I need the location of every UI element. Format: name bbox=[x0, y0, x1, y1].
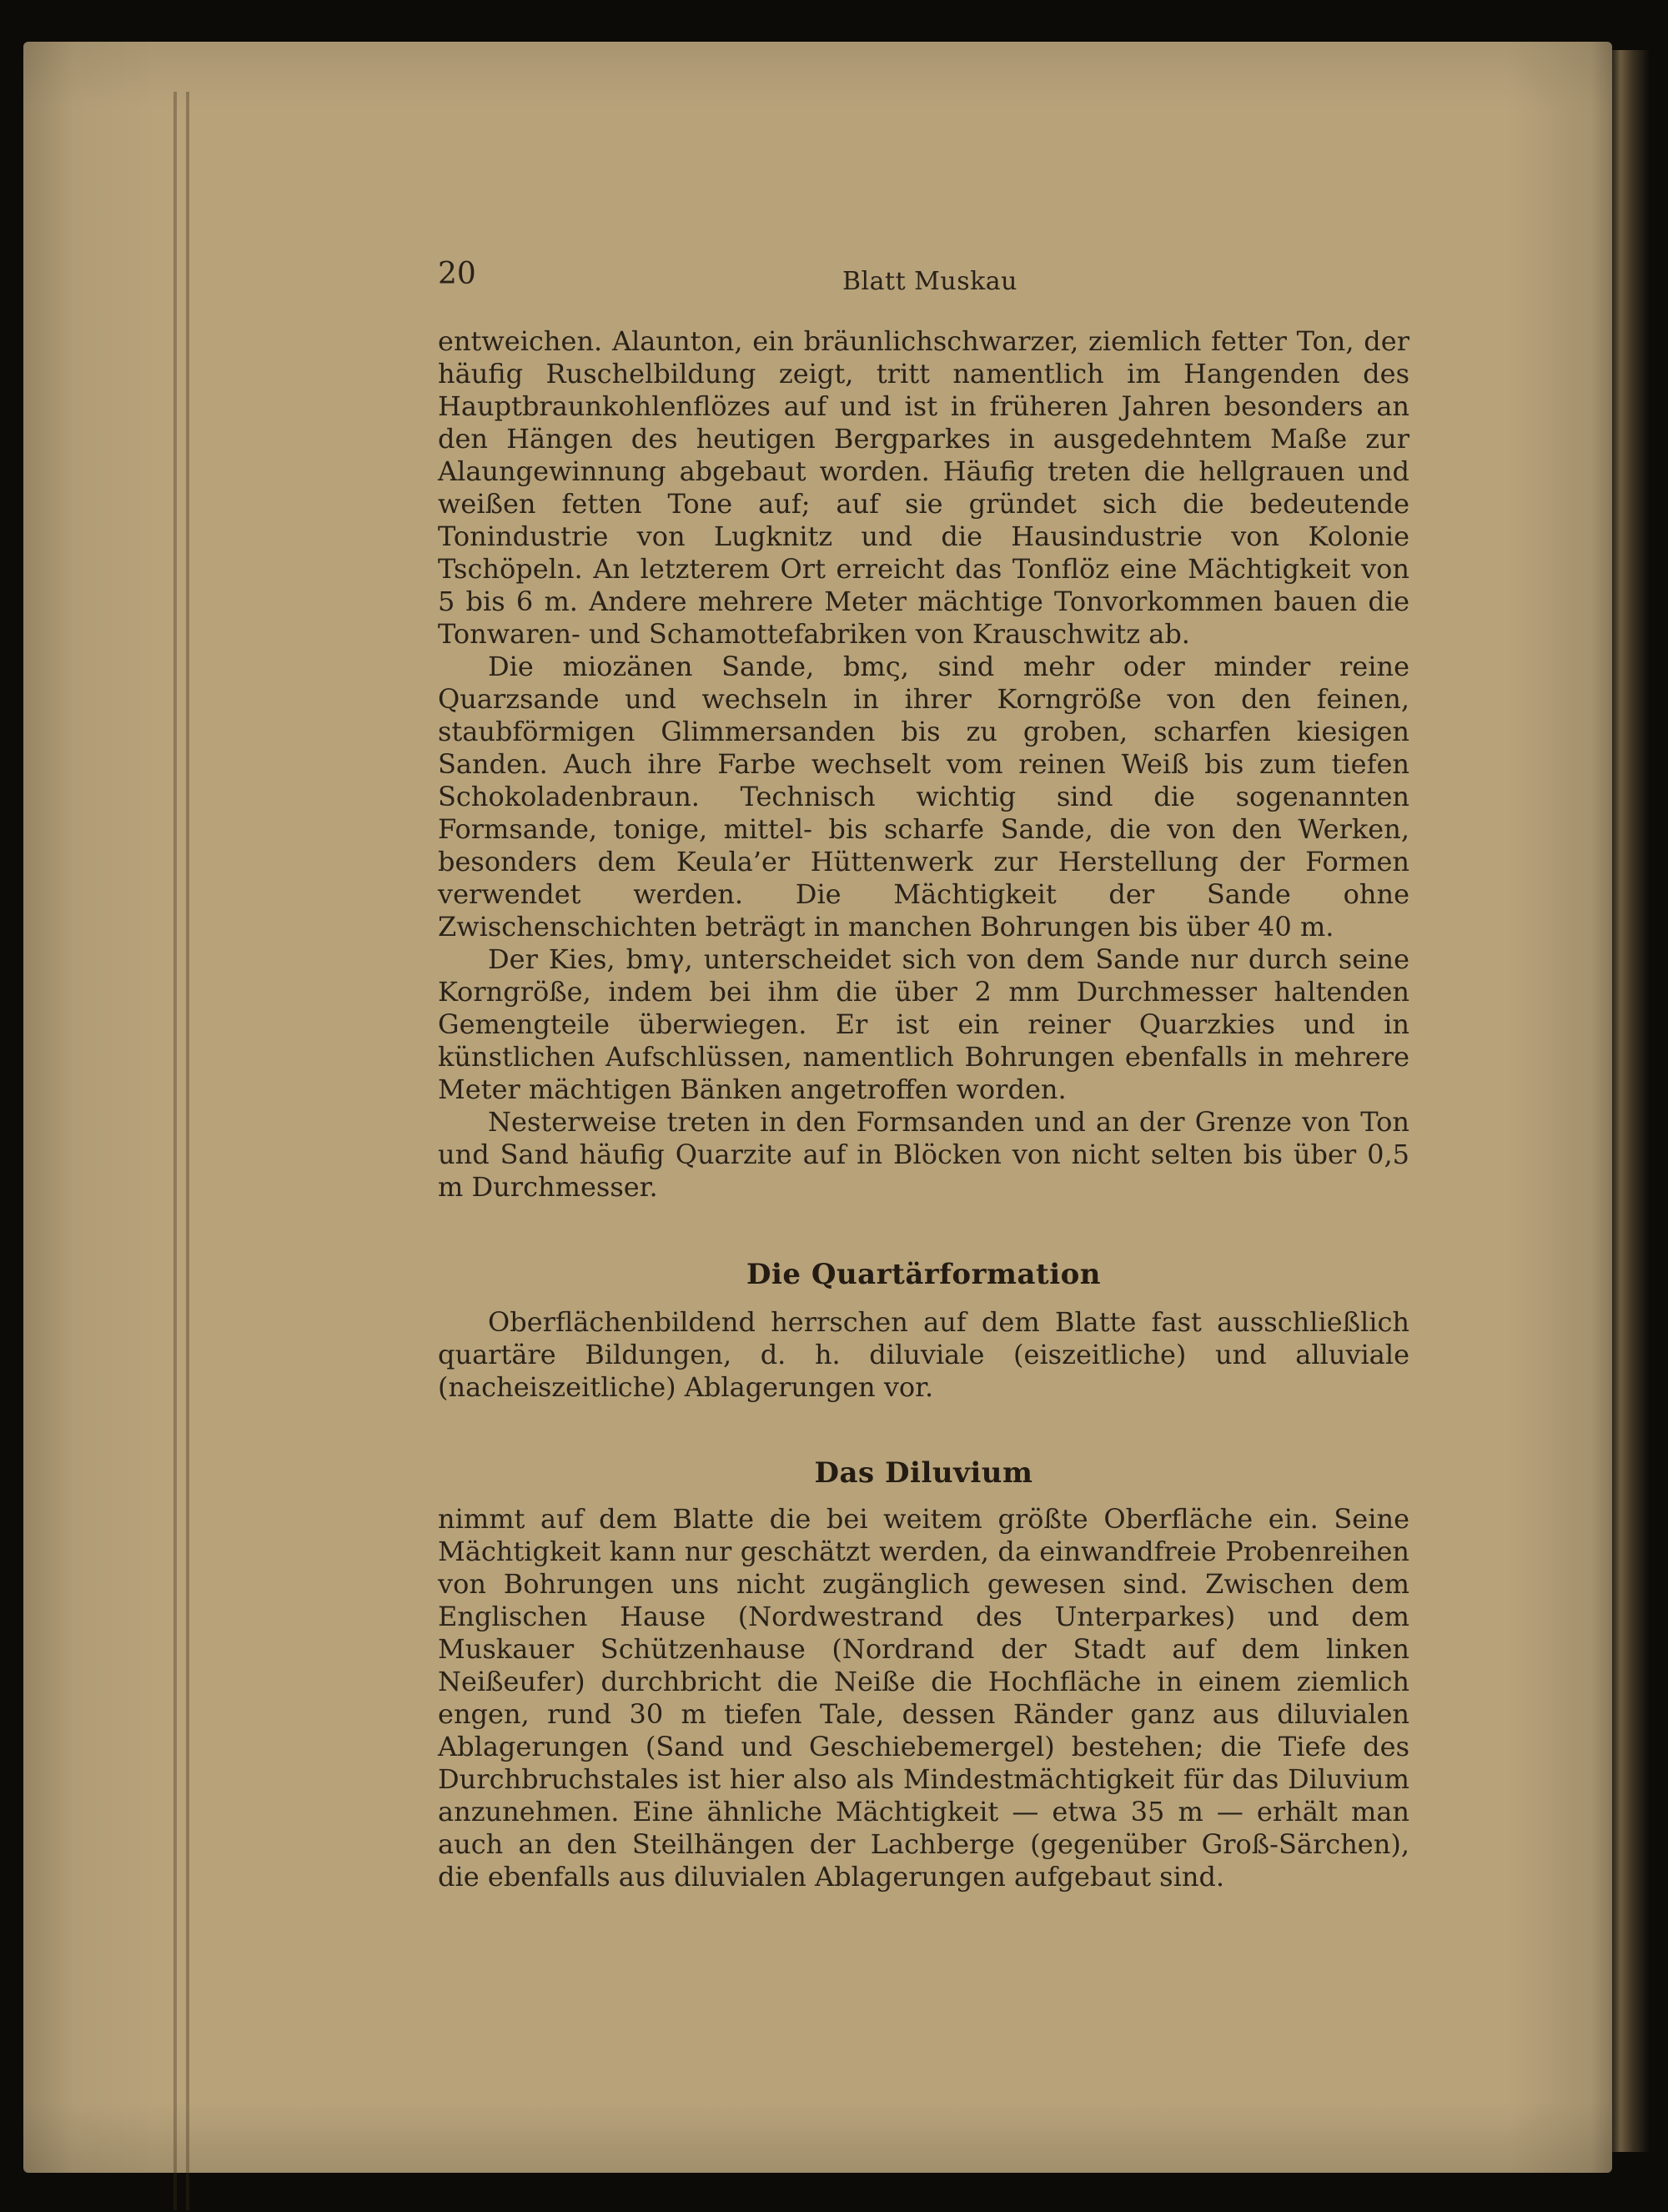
paragraph: Nesterweise treten in den Formsanden und an der Grenze von Ton und Sand häufig Quarzite auf in Blöcken von nicht selten bis über 0,5 m Durchmesser. bbox=[438, 1106, 1409, 1203]
paragraph: entweichen. Alaunton, ein bräunlichschwarzer, ziemlich fetter Ton, der häufig Ruschelbildung zeigt, tritt namentlich im Hangenden des Hauptbraunkohlenflözes auf und ist in früheren Jahren besonders an den Hängen des heutigen Bergparkes in ausgedehntem Maße zur Alaungewinnung abgebaut worden. Häufig treten die hellgrauen und weißen fetten Tone auf; auf sie gründet sich die bedeutende Tonindustrie von Lugknitz und die Hausindustrie von Kolonie Tschöpeln. An letzterem Ort erreicht das Tonflöz eine Mächtigkeit von 5 bis 6 m. Andere mehrere Meter mächtige Tonvorkommen bauen die Tonwaren- und Schamottefabriken von Krauschwitz ab. bbox=[438, 325, 1409, 650]
running-head: Blatt Muskau bbox=[842, 267, 1017, 296]
paragraph: Der Kies, bmγ, unterscheidet sich von dem Sande nur durch seine Korngröße, indem bei ihm die über 2 mm Durchmesser haltenden Gemengteile überwiegen. Er ist ein reiner Quarzkies und in künstlichen Aufschlüssen, namentlich Bohrungen ebenfalls in mehrere Meter mächtigen Bänken angetroffen worden. bbox=[438, 943, 1409, 1105]
body-text-section-2 bbox=[438, 1306, 1409, 1404]
paragraph: Die miozänen Sande, bmς, sind mehr oder minder reine Quarzsande und wechseln in ihrer Korngröße von den feinen, staubförmigen Glimmersanden bis zu groben, scharfen kiesigen Sanden. Auch ihre Farbe wechselt vom reinen Weiß bis zum tiefen Schokoladenbraun. Technisch wichtig sind die sogenannten Formsande, tonige, mittel- bis scharfe Sande, die von den Werken, besonders dem Keula’er Hüttenwerk zur Herstellung der Formen verwendet werden. Die Mächtigkeit der Sande ohne Zwischenschichten beträgt in manchen Bohrungen bis über 40 m. bbox=[438, 651, 1409, 943]
body-text-section-3 bbox=[438, 1503, 1409, 1893]
paragraph: nimmt auf dem Blatte die bei weitem größte Oberfläche ein. Seine Mächtigkeit kann nur geschätzt werden, da einwandfreie Probenreihen von Bohrungen uns nicht zugänglich gewesen sind. Zwischen dem Englischen Hause (Nordwestrand des Unterparkes) und dem Muskauer Schützenhause (Nordrand der Stadt auf dem linken Neißeufer) durchbricht die Neiße die Hochfläche in einem ziemlich engen, rund 30 m tiefen Tale, dessen Ränder ganz aus diluvialen Ablagerungen (Sand und Geschiebemergel) bestehen; die Tiefe des Durchbruchstales ist hier also als Mindestmächtigkeit für das Diluvium anzunehmen. Eine ähnliche Mächtigkeit — etwa 35 m — erhält man auch an den Steilhängen der Lachberge (gegenüber Groß-Särchen), die ebenfalls aus diluvialen Ablagerungen aufgebaut sind. bbox=[438, 1503, 1409, 1893]
section-heading-quartaerformation: Die Quartärformation bbox=[746, 1258, 1102, 1291]
paragraph: Oberflächenbildend herrschen auf dem Blatte fast ausschließlich quartäre Bildungen, d. h. diluviale (eiszeitliche) und alluviale (nacheiszeitliche) Ablagerungen vor. bbox=[438, 1306, 1409, 1403]
page-header bbox=[438, 257, 1022, 299]
gutter-shadow-line bbox=[173, 92, 177, 2210]
page-number: 20 bbox=[438, 257, 476, 291]
gutter-shadow-line bbox=[186, 92, 189, 2210]
body-text-section-1 bbox=[438, 325, 1409, 1204]
section-heading-diluvium: Das Diluvium bbox=[814, 1456, 1033, 1490]
facing-page-edge bbox=[1612, 50, 1650, 2152]
